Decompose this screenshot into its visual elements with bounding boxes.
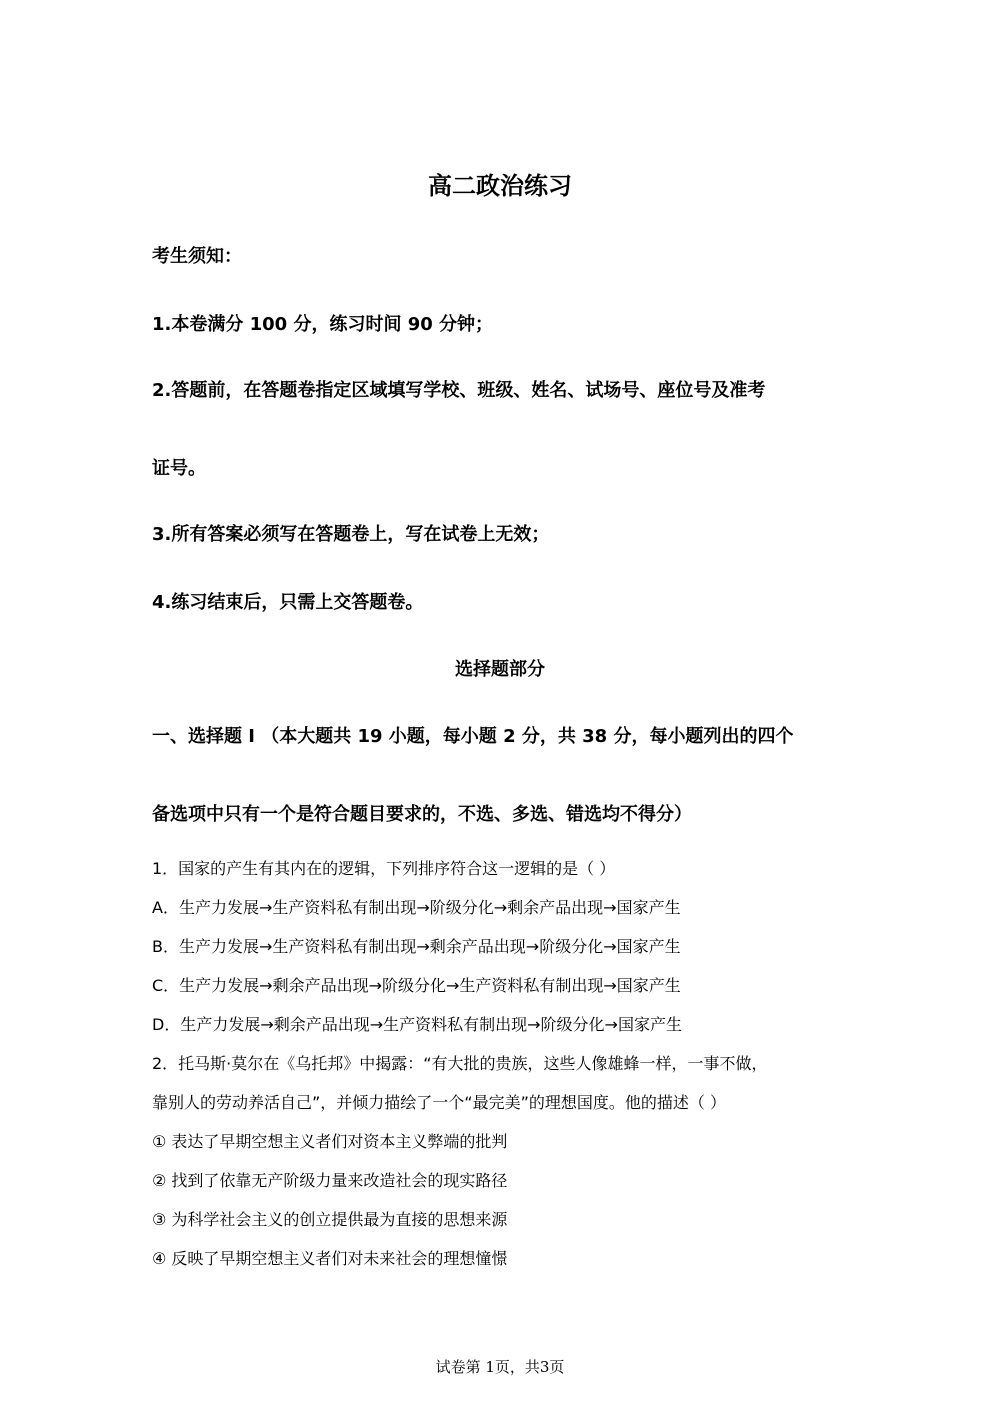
page-footer: 试卷第 1页，共3页 [435,1358,565,1376]
section-title: 选择题部分 [455,659,545,680]
question-1-stem: 1．国家的产生有其内在的逻辑，下列排序符合这一逻辑的是（ ） [152,859,616,878]
document-title: 高二政治练习 [428,172,572,200]
notice-item-4: 4.练习结束后，只需上交答题卷。 [152,592,424,613]
notice-item-1: 1.本卷满分 100 分，练习时间 90 分钟； [152,314,494,335]
notice-item-2-continued: 证号。 [152,458,206,479]
question-2-option-4: ④ 反映了早期空想主义者们对未来社会的理想憧憬 [152,1249,508,1268]
question-2-stem-line-2: 靠别人的劳动养活自己”，并倾力描绘了一个“最完美”的理想国度。他的描述（ ） [152,1093,726,1112]
question-1-option-c: C．生产力发展→剩余产品出现→阶级分化→生产资料私有制出现→国家产生 [152,976,681,995]
question-2-option-3: ③ 为科学社会主义的创立提供最为直接的思想来源 [152,1210,508,1229]
question-2-option-1: ① 表达了早期空想主义者们对资本主义弊端的批判 [152,1132,508,1151]
question-1-option-d: D．生产力发展→剩余产品出现→生产资料私有制出现→阶级分化→国家产生 [152,1015,682,1034]
notice-heading: 考生须知： [152,246,242,267]
part-one-instructions-line-1: 一、选择题 I （本大题共 19 小题，每小题 2 分，共 38 分，每小题列出的四个 [152,726,794,747]
part-one-instructions-line-2: 备选项中只有一个是符合题目要求的，不选、多选、错选均不得分） [152,804,692,825]
question-2-option-2: ② 找到了依靠无产阶级力量来改造社会的现实路径 [152,1171,508,1190]
question-1-option-b: B．生产力发展→生产资料私有制出现→剩余产品出现→阶级分化→国家产生 [152,937,681,956]
question-1-option-a: A．生产力发展→生产资料私有制出现→阶级分化→剩余产品出现→国家产生 [152,898,681,917]
notice-item-2: 2.答题前，在答题卷指定区域填写学校、班级、姓名、试场号、座位号及准考 [152,380,766,401]
notice-item-3: 3.所有答案必须写在答题卷上，写在试卷上无效； [152,524,550,545]
question-2-stem-line-1: 2．托马斯·莫尔在《乌托邦》中揭露：“有大批的贵族，这些人像雄蜂一样，一事不做， [152,1054,768,1073]
